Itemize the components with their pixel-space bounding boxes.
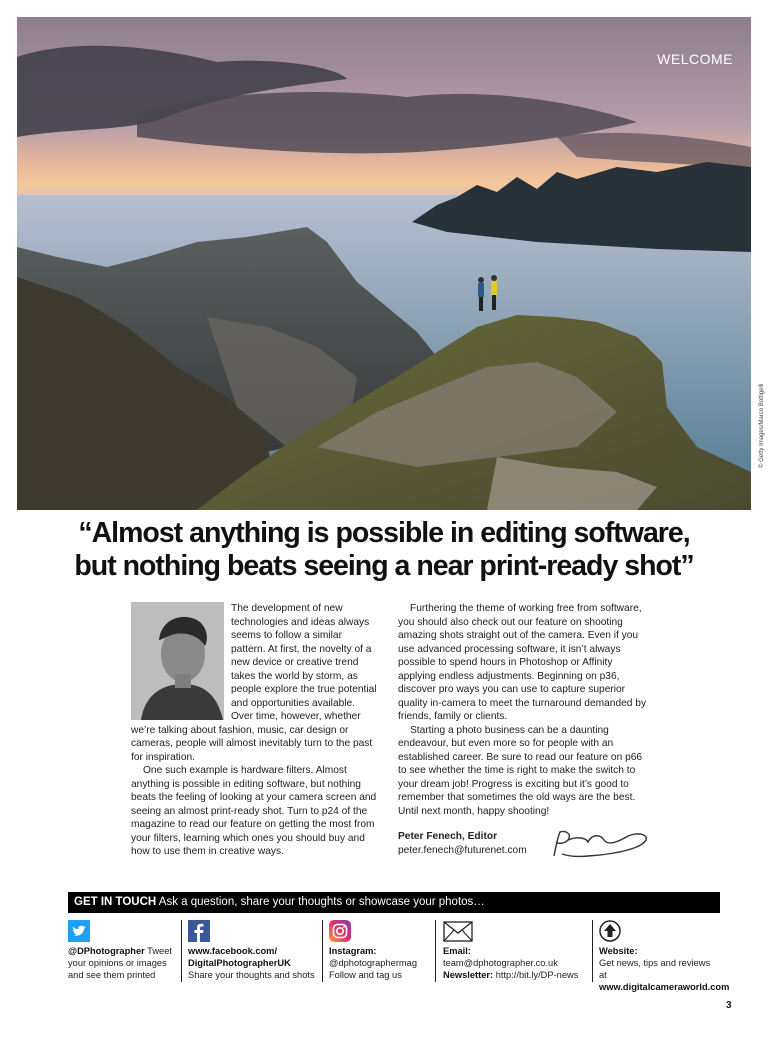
- get-in-touch-tagline: Ask a question, share your thoughts or showcase your photos…: [158, 896, 485, 908]
- article-paragraph: The development of new technologies and ideas always seems to follow a similar pattern. At first, the novelty of a new device or creative trend takes the world by storm, as people explore the true potential and opportunities available. Over time, however, whether we’re talking about fashion, music, car design or cameras, people will almost inevitably turn to the past for inspiration.: [131, 603, 377, 763]
- article-paragraph: Starting a photo business can be a daunting endeavour, but even more so for people with an established career. Be sure to read our feature on p66 to see whether the time is right to make the switch to your dream job! Progress is exciting but it’s good to remember that sometimes the old ways are the best. Until next month, happy shooting!: [398, 724, 643, 817]
- contact-twitter-line2: your opinions or images: [68, 958, 167, 968]
- editor-email-link[interactable]: peter.fenech@futurenet.com: [398, 844, 527, 856]
- contact-website-text: Get news, tips and reviews at: [599, 958, 711, 980]
- contact-twitter-line3: and see them printed: [68, 970, 156, 980]
- contact-twitter[interactable]: [68, 920, 176, 982]
- headline: [60, 517, 708, 583]
- section-tag: WELCOME: [657, 51, 733, 67]
- editor-name: Peter Fenech, Editor: [398, 831, 498, 842]
- landscape-image: [17, 17, 751, 510]
- website-icon: [599, 920, 621, 942]
- contact-newsletter-link: http://bit.ly/DP-news: [493, 970, 579, 980]
- editor-portrait: [131, 602, 224, 720]
- headline-line-1: “Almost anything is possible in editing software,: [78, 517, 690, 549]
- instagram-icon: [329, 920, 351, 942]
- contact-twitter-handle: @DPhotographer: [68, 946, 145, 956]
- contact-divider: [181, 920, 182, 982]
- contact-divider: [592, 920, 593, 982]
- editor-signature: [548, 826, 652, 864]
- get-in-touch-label: GET IN TOUCH: [74, 896, 157, 908]
- headline-line-2: but nothing beats seeing a near print-ready shot”: [74, 550, 694, 582]
- contact-instagram[interactable]: [329, 920, 431, 982]
- contact-facebook[interactable]: [188, 920, 318, 982]
- contact-website[interactable]: [599, 920, 730, 992]
- contact-divider: [435, 920, 436, 982]
- contact-newsletter-label: Newsletter:: [443, 970, 494, 980]
- contact-instagram-line3: Follow and tag us: [329, 970, 402, 980]
- contact-divider: [322, 920, 323, 982]
- photo-credit: © Getty Images/Marco Bottigelli: [759, 383, 765, 468]
- contact-facebook-page: DigitalPhotographerUK: [188, 958, 291, 968]
- facebook-icon: [188, 920, 210, 942]
- contact-twitter-text: Tweet: [144, 946, 172, 956]
- contact-website-label: Website:: [599, 946, 638, 956]
- article-column-left: [131, 602, 378, 859]
- contact-instagram-handle: @dphotographermag: [329, 958, 418, 968]
- contact-facebook-line3: Share your thoughts and shots: [188, 970, 315, 980]
- article-paragraph: Furthering the theme of working free from software, you should also check out our feature on shooting amazing shots straight out of the camera. Even if you use advanced processing software, it isn’t always possible to spend hours in Photoshop or Affinity applying endless adjustments. Beginning on p36, discover pro ways you can use to capture superior quality in-camera to meet the turnaround demanded by friends, family or clients.: [398, 603, 647, 722]
- get-in-touch-bar: [68, 892, 720, 913]
- contact-website-url: www.digitalcameraworld.com: [599, 982, 730, 992]
- contact-facebook-url: www.facebook.com/: [188, 946, 278, 956]
- contact-email-address: team@dphotographer.co.uk: [443, 958, 558, 968]
- twitter-icon: [68, 920, 90, 942]
- article-column-right: [398, 602, 648, 857]
- hero-photo: [17, 17, 751, 510]
- page-number: 3: [726, 1000, 732, 1011]
- article-paragraph: One such example is hardware filters. Almost anything is possible in editing software, but nothing beats the feeling of looking at your camera screen and seeing an almost print-ready shot. Turn to p24 of the magazine to read our feature on getting the most from your filters, learning which ones you should buy and how to use them in creative ways.: [131, 765, 377, 857]
- contact-email[interactable]: [443, 920, 589, 982]
- contact-email-label: Email:: [443, 946, 471, 956]
- contact-instagram-label: Instagram:: [329, 946, 377, 956]
- email-icon: [443, 920, 473, 942]
